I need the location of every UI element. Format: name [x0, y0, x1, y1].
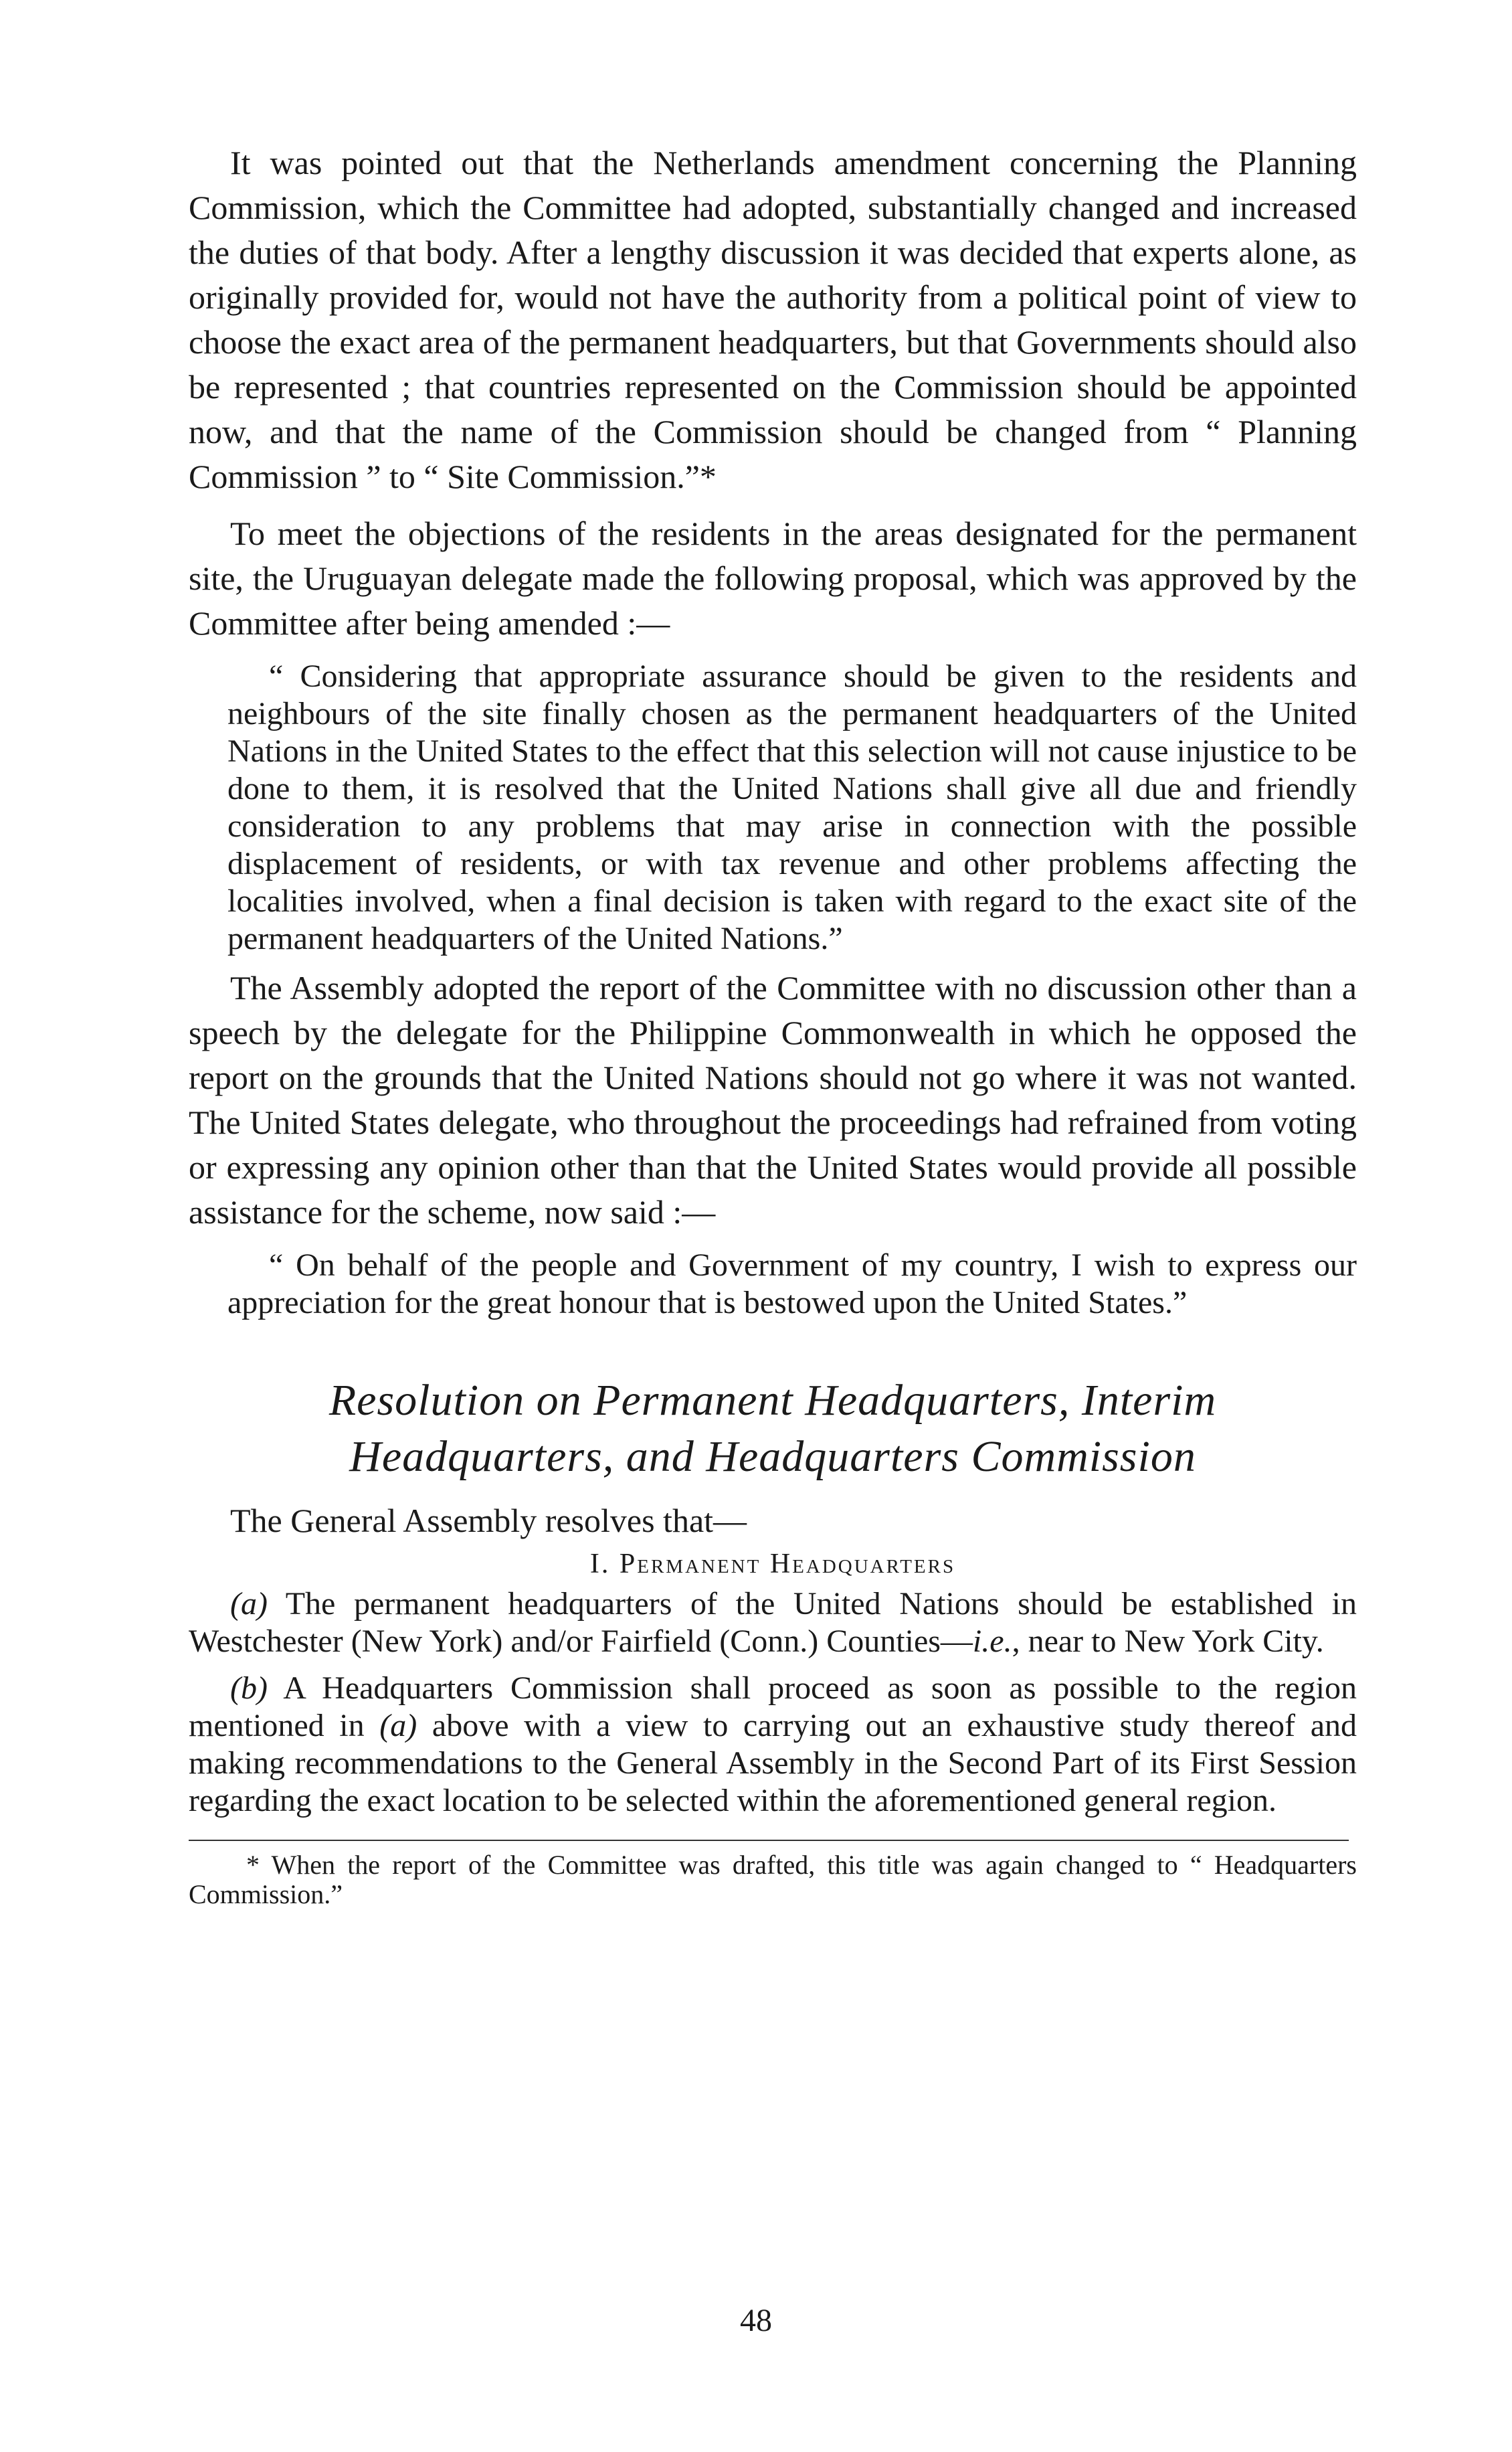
item-a-text-end: , near to New York City.	[1012, 1624, 1324, 1659]
item-b-text-end: above with a view to carrying out an exhaustive study thereof and making recommendations to the General Assembly in the Second Part of its First Session regarding the exact location to be selected within the aforementioned general region.	[189, 1708, 1357, 1818]
document-page	[189, 141, 1357, 1909]
footnote: * When the report of the Committee was drafted, this title was again changed to “ Headquarters Commission.”	[189, 1850, 1357, 1909]
resolves-line: The General Assembly resolves that—	[230, 1502, 747, 1539]
item-b-text: A Headquarters Commission shall proceed as soon as possible to the region mentioned in	[189, 1670, 1357, 1743]
page-number: 48	[740, 2303, 772, 2338]
resolution-heading-line-2: Headquarters, and Headquarters Commission	[349, 1432, 1196, 1481]
item-a-marker: (a)	[230, 1586, 268, 1622]
quote-united-states-delegate: “ On behalf of the people and Government of my country, I wish to express our appreciation for the great honour that is bestowed upon the United States.”	[227, 1247, 1357, 1320]
footnote-divider	[189, 1840, 1349, 1841]
item-b-ref: (a)	[379, 1708, 417, 1743]
paragraph-planning-commission: It was pointed out that the Netherlands amendment concerning the Planning Commission, which the Committee had adopted, substantially changed and increased the duties of that body. After a lengthy discussion it was decided that experts alone, as originally provided for, would not have the authority from a political point of view to choose the exact area of the permanent headquarters, but that Governments should also be represented ; that countries represented on the Commission should be appointed now, and that the name of the Commission should be changed from “ Planning Commission ” to “ Site Commission.”*	[189, 144, 1357, 495]
item-a-ie: i.e.	[972, 1624, 1012, 1659]
resolution-item-a	[189, 1585, 1357, 1660]
paragraph-assembly-adoption: The Assembly adopted the report of the Committee with no discussion other than a speech by the delegate for the Philippine Commonwealth in which he opposed the report on the grounds that the United Nations should not go where it was not wanted. The United States delegate, who throughout the proceedings had refrained from voting or expressing any opinion other than that the United States would provide all possible assistance for the scheme, now said :—	[189, 969, 1357, 1231]
resolution-heading	[189, 1373, 1357, 1485]
item-b-marker: (b)	[230, 1670, 268, 1706]
resolution-item-b	[189, 1670, 1357, 1820]
quote-uruguayan-resolution: “ Considering that appropriate assurance should be given to the residents and neighbours of the site finally chosen as the permanent headquarters of the United Nations in the United States to the effect that this selection will not cause injustice to be done to them, it is resolved that the United Nations shall give all due and friendly consideration to any problems that may arise in connection with the possible displacement of residents, or with tax revenue and other problems affecting the localities involved, when a final decision is taken with regard to the exact site of the permanent headquarters of the United Nations.”	[227, 659, 1357, 956]
item-a-text: The permanent headquarters of the United Nations should be established in Westchester (New York) and/or Fairfield (Conn.) Counties—	[189, 1586, 1357, 1659]
resolution-heading-line-1: Resolution on Permanent Headquarters, Interim	[328, 1376, 1217, 1425]
paragraph-uruguayan-proposal: To meet the objections of the residents in the areas designated for the permanent site, the Uruguayan delegate made the following proposal, which was approved by the Committee after being amended :—	[189, 515, 1357, 642]
section-title-permanent-headquarters: I. Permanent Headquarters	[589, 1549, 956, 1579]
